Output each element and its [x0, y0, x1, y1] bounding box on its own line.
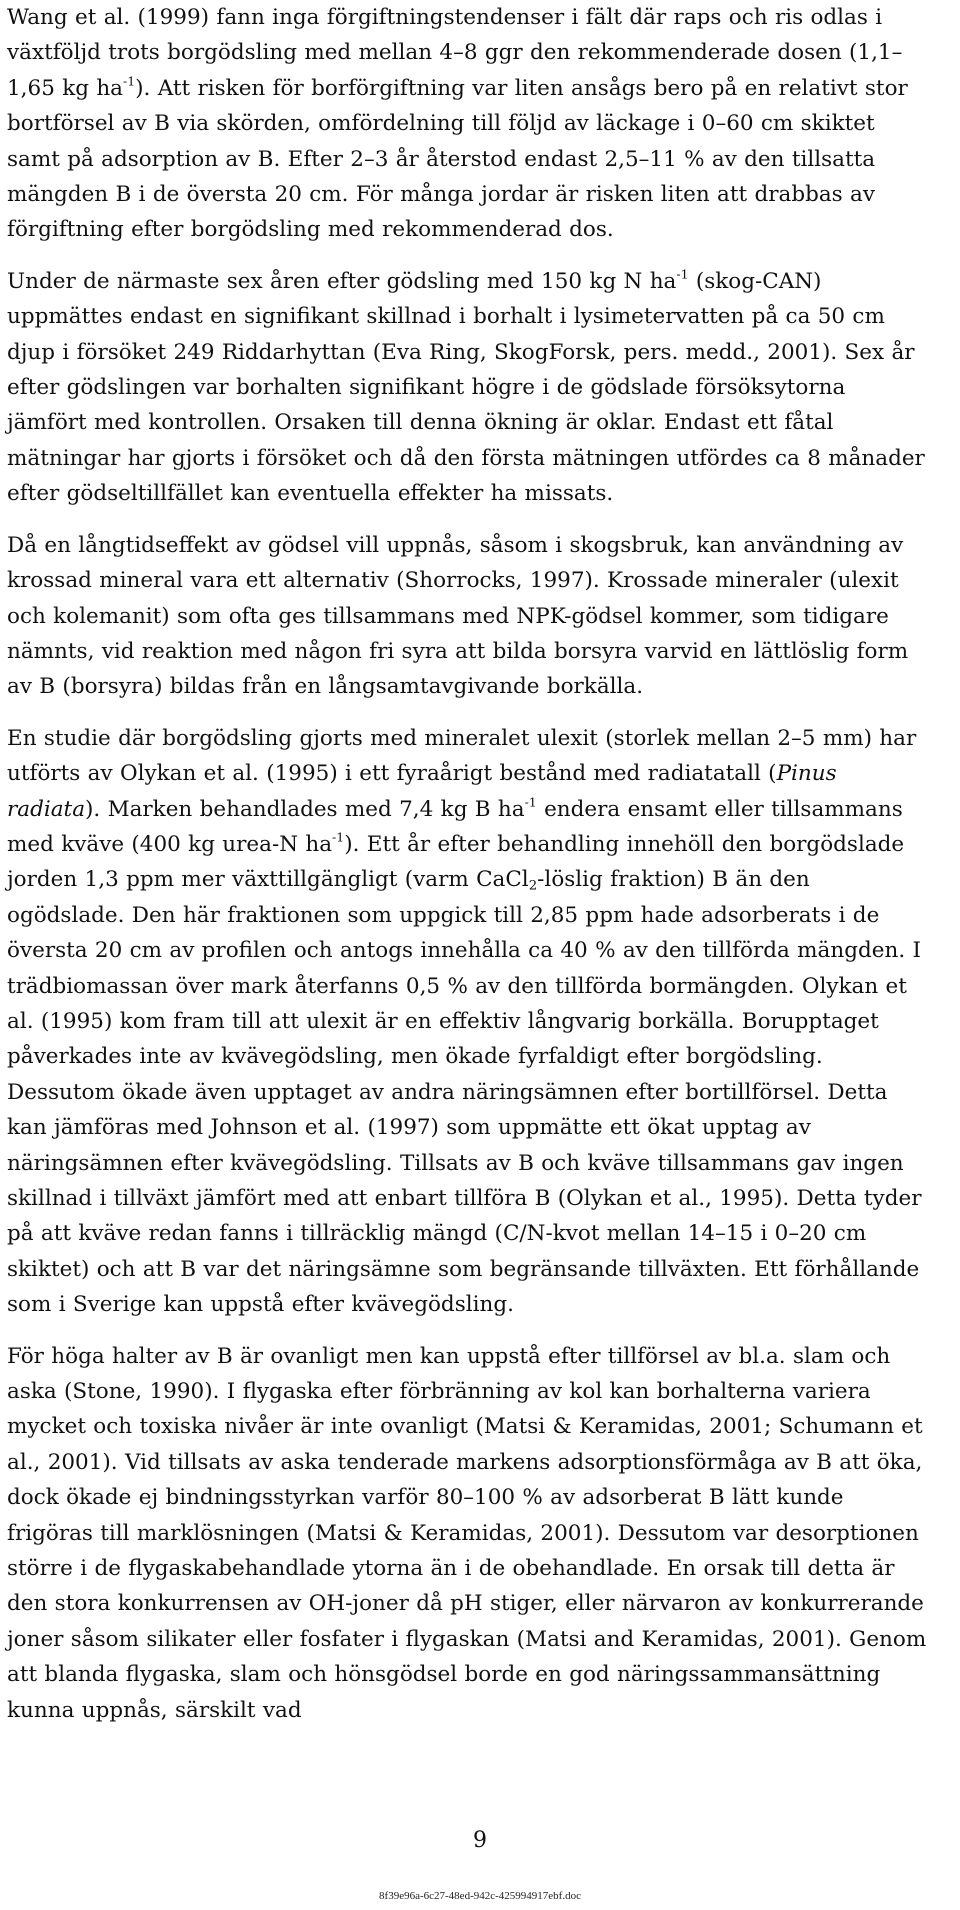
text-run: En studie där borgödsling gjorts med mineralet ulexit (storlek mellan 2–5 mm) har utförts av Olykan et al. (1995) i ett fyraårigt bestånd med radiatatall ( [7, 725, 917, 787]
body-text [7, 0, 927, 1744]
superscript: -1 [332, 829, 345, 845]
paragraph [7, 0, 927, 248]
page-number: 9 [473, 1828, 487, 1853]
superscript: -1 [123, 73, 136, 89]
superscript: -1 [524, 794, 537, 810]
text-run: endera ensamt eller tillsammans med kväve (400 kg urea-N ha [7, 796, 903, 857]
text-run: ). Att risken för borförgiftning var liten ansågs bero på en relativt stor bortförsel av B via skörden, omfördelning till följd av läckage i 0–60 cm skiktet samt på adsorption av B. Efter 2–3 år återstod endast 2,5–11 % av den tillsatta mängden B i de översta 20 cm. För många jordar är risken liten att drabbas av förgiftning efter borgödsling med rekommenderad dos. [7, 75, 908, 243]
paragraph [7, 528, 927, 705]
italic-text: Pinus radiata [7, 761, 837, 822]
footer-file-name: 8f39e96a-6c27-48ed-942c-425994917ebf.doc [379, 1890, 581, 1902]
text-run: (skog-CAN) uppmättes endast en signifikant skillnad i borhalt i lysimetervatten på ca 50 cm djup i försöket 249 Riddarhyttan (Eva Ring, SkogForsk, pers. medd., 2001). Sex år efter gödslingen var borhalten signifikant högre i de gödslade försöksytorna jämfört med kontrollen. Orsaken till denna ökning är oklar. Endast ett fåtal mätningar har gjorts i försöket och då den första mätningen utfördes ca 8 månader efter gödseltillfället kan eventuella effekter ha missats. [7, 268, 925, 507]
paragraph [7, 264, 927, 512]
text-run: -löslig fraktion) B än den ogödslade. Den här fraktionen som uppgick till 2,85 ppm hade adsorberats i de översta 20 cm av profilen och antogs innehålla ca 40 % av den tillförda mängden. I trädbiomassan över mark återfanns 0,5 % av den tillförda bormängden. Olykan et al. (1995) kom fram till att ulexit är en effektiv långvarig borkälla. Borupptaget påverkades inte av kvävegödsling, men ökade fyrfaldigt efter borgödsling. Dessutom ökade även upptaget av andra näringsämnen efter bortillförsel. Detta kan jämföras med Johnson et al. (1997) som uppmätte ett ökat upptag av näringsämnen efter kvävegödsling. Tillsats av B och kväve tillsammans gav ingen skillnad i tillväxt jämfört med att enbart tillföra B (Olykan et al., 1995). Detta tyder på att kväve redan fanns i tillräcklig mängd (C/N-kvot mellan 14–15 i 0–20 cm skiktet) och att B var det näringsämne som begränsande tillväxten. Ett förhållande som i Sverige kan uppstå efter kvävegödsling. [7, 867, 922, 1318]
text-run: ). Marken behandlades med 7,4 kg B ha [85, 796, 525, 822]
superscript: -1 [676, 266, 689, 282]
paragraph [7, 721, 927, 1323]
text-run: Wang et al. (1999) fann inga förgiftningstendenser i fält där raps och ris odlas i växtföljd trots borgödsling med mellan 4–8 ggr den rekommenderade dosen (1,1–1,65 kg ha [7, 5, 903, 101]
subscript: 2 [528, 878, 538, 894]
paragraph [7, 1339, 927, 1728]
text-run: Under de närmaste sex åren efter gödsling med 150 kg N ha [7, 268, 677, 294]
text-run: ). Ett år efter behandling innehöll den borgödslade jorden 1,3 ppm mer växttillgängligt (varm CaCl [7, 831, 905, 893]
text-run: För höga halter av B är ovanligt men kan uppstå efter tillförsel av bl.a. slam och aska (Stone, 1990). I flygaska efter förbränning av kol kan borhalterna variera mycket och toxiska nivåer är inte ovanligt (Matsi & Keramidas, 2001; Schumann et al., 2001). Vid tillsats av aska tenderade markens adsorptionsförmåga av B att öka, dock ökade ej bindningsstyrkan varför 80–100 % av adsorberat B lätt kunde frigöras till marklösningen (Matsi & Keramidas, 2001). Dessutom var desorptionen större i de flygaskabehandlade ytorna än i de obehandlade. En orsak till detta är den stora konkurrensen av OH-joner då pH stiger, eller närvaron av konkurrerande joner såsom silikater eller fosfater i flygaskan (Matsi and Keramidas, 2001). Genom att blanda flygaska, slam och hönsgödsel borde en god näringssammansättning kunna uppnås, särskilt vad [7, 1343, 927, 1723]
text-run: Då en långtidseffekt av gödsel vill uppnås, såsom i skogsbruk, kan användning av krossad mineral vara ett alternativ (Shorrocks, 1997). Krossade mineraler (ulexit och kolemanit) som ofta ges tillsammans med NPK-gödsel kommer, som tidigare nämnts, vid reaktion med någon fri syra att bilda borsyra varvid en lättlöslig form av B (borsyra) bildas från en långsamtavgivande borkälla. [7, 532, 909, 700]
